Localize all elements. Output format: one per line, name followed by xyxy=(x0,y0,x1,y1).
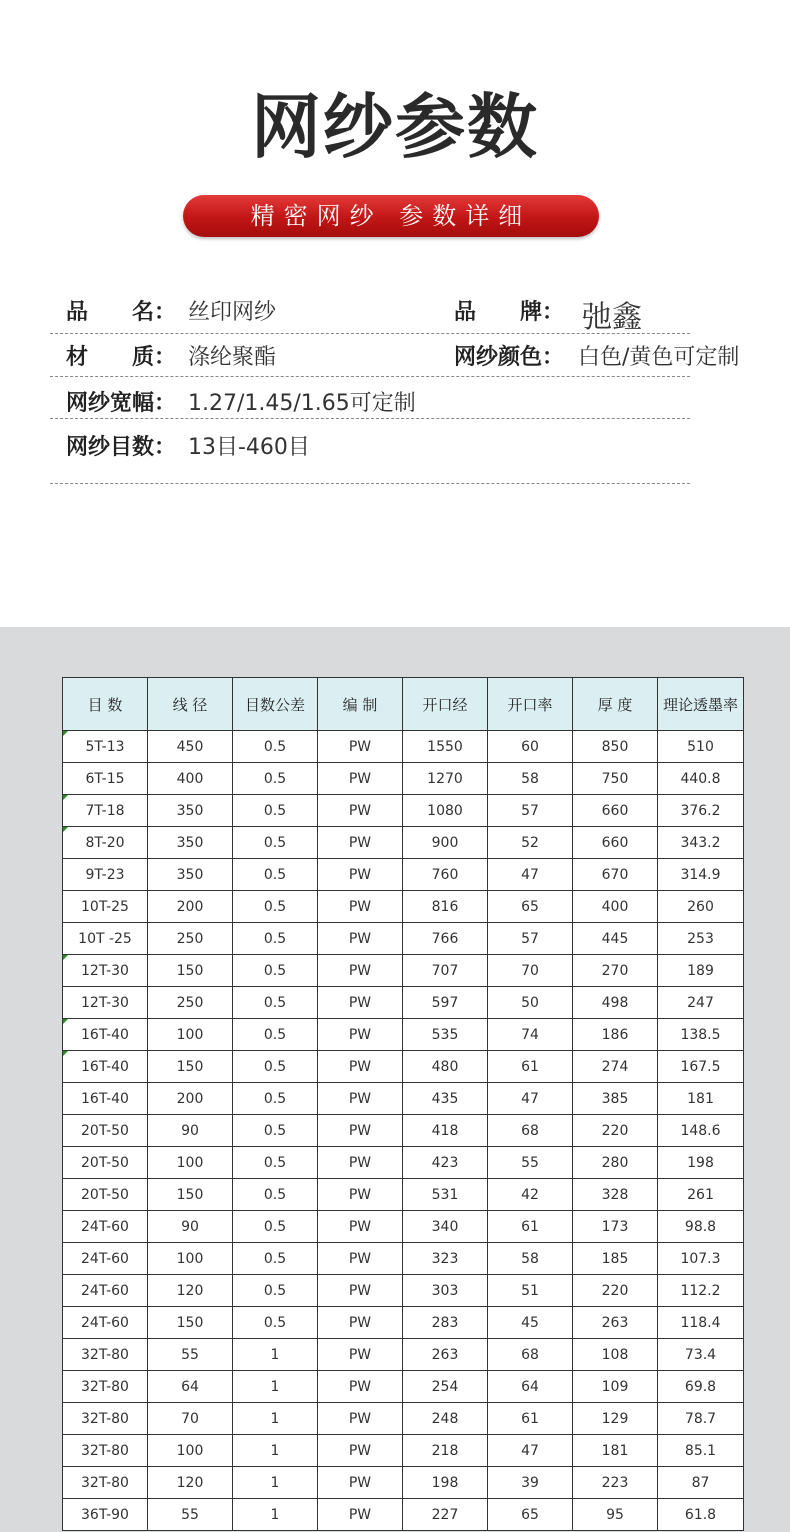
table-cell: 61.8 xyxy=(658,1499,744,1531)
table-cell: 58 xyxy=(488,1243,573,1275)
table-cell: 32T-80 xyxy=(63,1435,148,1467)
table-cell: 0.5 xyxy=(233,1307,318,1339)
header-thickness: 厚 度 xyxy=(573,678,658,731)
table-cell: 198 xyxy=(403,1467,488,1499)
table-cell: 328 xyxy=(573,1179,658,1211)
table-cell: 5T-13 xyxy=(63,731,148,763)
banner-pill: 精密网纱 参数详细 xyxy=(183,195,599,237)
table-cell: 440.8 xyxy=(658,763,744,795)
material-label: 材 质： xyxy=(66,345,177,370)
table-cell: 198 xyxy=(658,1147,744,1179)
table-cell: 223 xyxy=(573,1467,658,1499)
table-cell: PW xyxy=(318,1371,403,1403)
table-cell: 181 xyxy=(573,1435,658,1467)
table-cell: 0.5 xyxy=(233,987,318,1019)
table-row xyxy=(63,1371,744,1403)
table-cell: 108 xyxy=(573,1339,658,1371)
header-opening: 开口经 xyxy=(403,678,488,731)
table-cell: PW xyxy=(318,1403,403,1435)
divider xyxy=(50,333,690,334)
table-cell: 670 xyxy=(573,859,658,891)
table-cell: 189 xyxy=(658,955,744,987)
table-cell: 1270 xyxy=(403,763,488,795)
table-cell: 227 xyxy=(403,1499,488,1531)
table-cell: 350 xyxy=(148,827,233,859)
table-cell: 7T-18 xyxy=(63,795,148,827)
table-cell: 20T-50 xyxy=(63,1115,148,1147)
table-cell: PW xyxy=(318,891,403,923)
table-cell: 138.5 xyxy=(658,1019,744,1051)
table-cell: 32T-80 xyxy=(63,1339,148,1371)
table-cell: PW xyxy=(318,827,403,859)
header-ink-volume: 理论透墨率 xyxy=(658,678,744,731)
table-cell: PW xyxy=(318,795,403,827)
table-cell: 32T-80 xyxy=(63,1403,148,1435)
table-cell: 323 xyxy=(403,1243,488,1275)
table-cell: 100 xyxy=(148,1435,233,1467)
table-cell: 109 xyxy=(573,1371,658,1403)
table-cell: 760 xyxy=(403,859,488,891)
table-cell: 24T-60 xyxy=(63,1211,148,1243)
table-cell: 314.9 xyxy=(658,859,744,891)
table-cell: PW xyxy=(318,1275,403,1307)
table-row xyxy=(63,1083,744,1115)
table-cell: 283 xyxy=(403,1307,488,1339)
spec-table xyxy=(62,677,744,1531)
table-cell: 85.1 xyxy=(658,1435,744,1467)
table-cell: 50 xyxy=(488,987,573,1019)
table-cell: 57 xyxy=(488,795,573,827)
table-cell: 24T-60 xyxy=(63,1275,148,1307)
table-cell: 200 xyxy=(148,891,233,923)
table-row xyxy=(63,891,744,923)
table-cell: 65 xyxy=(488,891,573,923)
table-cell: 95 xyxy=(573,1499,658,1531)
divider xyxy=(50,376,690,377)
table-cell: 0.5 xyxy=(233,1019,318,1051)
table-cell: 45 xyxy=(488,1307,573,1339)
table-cell: PW xyxy=(318,1243,403,1275)
table-cell: 250 xyxy=(148,923,233,955)
table-cell: 247 xyxy=(658,987,744,1019)
table-cell: 100 xyxy=(148,1147,233,1179)
table-cell: 57 xyxy=(488,923,573,955)
table-cell: 0.5 xyxy=(233,763,318,795)
brand-value: 弛鑫 xyxy=(582,300,642,335)
table-cell: 98.8 xyxy=(658,1211,744,1243)
width-value: 1.27/1.45/1.65可定制 xyxy=(188,391,416,416)
table-cell: PW xyxy=(318,859,403,891)
table-header-row xyxy=(63,678,744,731)
table-cell: 263 xyxy=(403,1339,488,1371)
table-cell: 498 xyxy=(573,987,658,1019)
divider xyxy=(50,418,690,419)
table-row xyxy=(63,1179,744,1211)
table-cell: PW xyxy=(318,1147,403,1179)
table-cell: 6T-15 xyxy=(63,763,148,795)
table-cell: 707 xyxy=(403,955,488,987)
table-cell: 58 xyxy=(488,763,573,795)
table-cell: PW xyxy=(318,1051,403,1083)
table-cell: 12T-30 xyxy=(63,955,148,987)
table-cell: 69.8 xyxy=(658,1371,744,1403)
table-cell: 52 xyxy=(488,827,573,859)
table-cell: 16T-40 xyxy=(63,1051,148,1083)
table-row xyxy=(63,1467,744,1499)
header-mesh-tolerance: 目数公差 xyxy=(233,678,318,731)
mesh-value: 13目-460目 xyxy=(188,435,310,460)
table-cell: PW xyxy=(318,1435,403,1467)
table-cell: 118.4 xyxy=(658,1307,744,1339)
table-cell: 185 xyxy=(573,1243,658,1275)
table-cell: 1 xyxy=(233,1467,318,1499)
table-cell: 450 xyxy=(148,731,233,763)
table-row xyxy=(63,923,744,955)
table-cell: 51 xyxy=(488,1275,573,1307)
table-cell: 181 xyxy=(658,1083,744,1115)
table-cell: 220 xyxy=(573,1115,658,1147)
brand-label: 品 牌： xyxy=(454,300,565,325)
table-cell: 61 xyxy=(488,1211,573,1243)
header-weave: 编 制 xyxy=(318,678,403,731)
table-cell: 445 xyxy=(573,923,658,955)
table-cell: 9T-23 xyxy=(63,859,148,891)
table-cell: 20T-50 xyxy=(63,1179,148,1211)
table-cell: 129 xyxy=(573,1403,658,1435)
table-cell: 253 xyxy=(658,923,744,955)
material-value: 涤纶聚酯 xyxy=(188,345,277,370)
table-row xyxy=(63,763,744,795)
table-cell: 1 xyxy=(233,1339,318,1371)
table-row xyxy=(63,1051,744,1083)
table-cell: 36T-90 xyxy=(63,1499,148,1531)
table-cell: 150 xyxy=(148,955,233,987)
table-cell: PW xyxy=(318,731,403,763)
table-cell: 0.5 xyxy=(233,795,318,827)
table-cell: 0.5 xyxy=(233,1147,318,1179)
header-thread-diameter: 线 径 xyxy=(148,678,233,731)
header-section xyxy=(0,0,790,627)
table-cell: 418 xyxy=(403,1115,488,1147)
table-cell: 350 xyxy=(148,859,233,891)
table-cell: 0.5 xyxy=(233,1051,318,1083)
table-cell: 385 xyxy=(573,1083,658,1115)
table-row xyxy=(63,731,744,763)
table-cell: 535 xyxy=(403,1019,488,1051)
table-cell: 200 xyxy=(148,1083,233,1115)
table-cell: 1550 xyxy=(403,731,488,763)
table-cell: 68 xyxy=(488,1115,573,1147)
table-row xyxy=(63,955,744,987)
table-cell: 150 xyxy=(148,1307,233,1339)
table-cell: PW xyxy=(318,1179,403,1211)
table-cell: 0.5 xyxy=(233,923,318,955)
table-row xyxy=(63,1115,744,1147)
table-cell: PW xyxy=(318,763,403,795)
name-value: 丝印网纱 xyxy=(188,300,277,325)
table-cell: 47 xyxy=(488,1083,573,1115)
page-title: 网纱参数 xyxy=(251,86,539,168)
table-row xyxy=(63,1147,744,1179)
table-row xyxy=(63,1243,744,1275)
table-cell: 1080 xyxy=(403,795,488,827)
table-cell: 1 xyxy=(233,1371,318,1403)
divider xyxy=(50,483,690,484)
table-cell: 55 xyxy=(148,1339,233,1371)
table-cell: 0.5 xyxy=(233,1211,318,1243)
table-cell: 435 xyxy=(403,1083,488,1115)
table-cell: PW xyxy=(318,987,403,1019)
table-row xyxy=(63,859,744,891)
color-label: 网纱颜色： xyxy=(454,345,565,370)
table-cell: 61 xyxy=(488,1051,573,1083)
table-cell: 274 xyxy=(573,1051,658,1083)
table-cell: 12T-30 xyxy=(63,987,148,1019)
table-cell: 173 xyxy=(573,1211,658,1243)
table-cell: 0.5 xyxy=(233,1243,318,1275)
table-cell: 260 xyxy=(658,891,744,923)
table-cell: 280 xyxy=(573,1147,658,1179)
table-cell: 10T -25 xyxy=(63,923,148,955)
table-cell: 531 xyxy=(403,1179,488,1211)
table-cell: 0.5 xyxy=(233,1083,318,1115)
table-cell: PW xyxy=(318,1467,403,1499)
color-value: 白色/黄色可定制 xyxy=(578,345,740,370)
table-cell: 423 xyxy=(403,1147,488,1179)
table-cell: 850 xyxy=(573,731,658,763)
table-cell: PW xyxy=(318,1019,403,1051)
table-cell: PW xyxy=(318,1499,403,1531)
table-cell: 218 xyxy=(403,1435,488,1467)
table-cell: 39 xyxy=(488,1467,573,1499)
table-cell: 24T-60 xyxy=(63,1243,148,1275)
table-cell: 900 xyxy=(403,827,488,859)
table-cell: 47 xyxy=(488,859,573,891)
table-cell: 0.5 xyxy=(233,1275,318,1307)
table-row xyxy=(63,795,744,827)
table-cell: PW xyxy=(318,1307,403,1339)
table-cell: 150 xyxy=(148,1179,233,1211)
table-cell: 10T-25 xyxy=(63,891,148,923)
table-cell: 64 xyxy=(148,1371,233,1403)
table-row xyxy=(63,1019,744,1051)
table-cell: 350 xyxy=(148,795,233,827)
table-cell: 0.5 xyxy=(233,859,318,891)
name-label: 品 名： xyxy=(66,300,177,325)
table-cell: 87 xyxy=(658,1467,744,1499)
table-cell: 0.5 xyxy=(233,827,318,859)
table-row xyxy=(63,1499,744,1531)
table-cell: PW xyxy=(318,1339,403,1371)
table-row xyxy=(63,827,744,859)
table-cell: 100 xyxy=(148,1019,233,1051)
header-mesh: 目 数 xyxy=(63,678,148,731)
table-cell: 73.4 xyxy=(658,1339,744,1371)
table-cell: 47 xyxy=(488,1435,573,1467)
table-cell: 250 xyxy=(148,987,233,1019)
table-row xyxy=(63,1275,744,1307)
table-cell: 263 xyxy=(573,1307,658,1339)
table-cell: 303 xyxy=(403,1275,488,1307)
table-cell: 55 xyxy=(488,1147,573,1179)
table-cell: 100 xyxy=(148,1243,233,1275)
table-cell: 480 xyxy=(403,1051,488,1083)
table-cell: PW xyxy=(318,1211,403,1243)
table-cell: 90 xyxy=(148,1211,233,1243)
table-cell: 400 xyxy=(148,763,233,795)
table-cell: 186 xyxy=(573,1019,658,1051)
table-cell: 1 xyxy=(233,1499,318,1531)
header-open-area: 开口率 xyxy=(488,678,573,731)
table-cell: 78.7 xyxy=(658,1403,744,1435)
table-cell: 750 xyxy=(573,763,658,795)
table-row xyxy=(63,1339,744,1371)
width-label: 网纱宽幅： xyxy=(66,391,177,416)
table-cell: 16T-40 xyxy=(63,1083,148,1115)
table-cell: 32T-80 xyxy=(63,1467,148,1499)
table-cell: 107.3 xyxy=(658,1243,744,1275)
table-cell: 70 xyxy=(488,955,573,987)
table-cell: 74 xyxy=(488,1019,573,1051)
table-cell: 766 xyxy=(403,923,488,955)
table-cell: 0.5 xyxy=(233,1179,318,1211)
table-row xyxy=(63,987,744,1019)
table-cell: 660 xyxy=(573,827,658,859)
table-cell: 60 xyxy=(488,731,573,763)
table-row xyxy=(63,1211,744,1243)
table-cell: 1 xyxy=(233,1435,318,1467)
table-cell: PW xyxy=(318,1083,403,1115)
table-cell: 660 xyxy=(573,795,658,827)
table-cell: 248 xyxy=(403,1403,488,1435)
table-cell: 120 xyxy=(148,1275,233,1307)
table-cell: 400 xyxy=(573,891,658,923)
table-cell: PW xyxy=(318,955,403,987)
table-cell: 0.5 xyxy=(233,731,318,763)
table-cell: 261 xyxy=(658,1179,744,1211)
table-cell: 220 xyxy=(573,1275,658,1307)
table-cell: 24T-60 xyxy=(63,1307,148,1339)
table-cell: 90 xyxy=(148,1115,233,1147)
table-cell: 343.2 xyxy=(658,827,744,859)
table-cell: PW xyxy=(318,1115,403,1147)
table-cell: 0.5 xyxy=(233,1115,318,1147)
table-cell: 8T-20 xyxy=(63,827,148,859)
table-cell: 340 xyxy=(403,1211,488,1243)
table-row xyxy=(63,1403,744,1435)
table-cell: 16T-40 xyxy=(63,1019,148,1051)
table-cell: 1 xyxy=(233,1403,318,1435)
table-cell: 42 xyxy=(488,1179,573,1211)
table-cell: 120 xyxy=(148,1467,233,1499)
table-cell: 64 xyxy=(488,1371,573,1403)
table-cell: 150 xyxy=(148,1051,233,1083)
table-cell: 270 xyxy=(573,955,658,987)
table-cell: 20T-50 xyxy=(63,1147,148,1179)
table-cell: 148.6 xyxy=(658,1115,744,1147)
table-cell: 0.5 xyxy=(233,955,318,987)
table-row xyxy=(63,1307,744,1339)
table-cell: 32T-80 xyxy=(63,1371,148,1403)
table-row xyxy=(63,1435,744,1467)
table-cell: 510 xyxy=(658,731,744,763)
table-cell: 167.5 xyxy=(658,1051,744,1083)
table-cell: PW xyxy=(318,923,403,955)
table-cell: 70 xyxy=(148,1403,233,1435)
table-cell: 65 xyxy=(488,1499,573,1531)
table-cell: 254 xyxy=(403,1371,488,1403)
table-cell: 112.2 xyxy=(658,1275,744,1307)
table-cell: 0.5 xyxy=(233,891,318,923)
table-cell: 597 xyxy=(403,987,488,1019)
table-cell: 376.2 xyxy=(658,795,744,827)
table-cell: 55 xyxy=(148,1499,233,1531)
table-cell: 68 xyxy=(488,1339,573,1371)
mesh-label: 网纱目数： xyxy=(66,435,177,460)
table-cell: 816 xyxy=(403,891,488,923)
table-cell: 61 xyxy=(488,1403,573,1435)
